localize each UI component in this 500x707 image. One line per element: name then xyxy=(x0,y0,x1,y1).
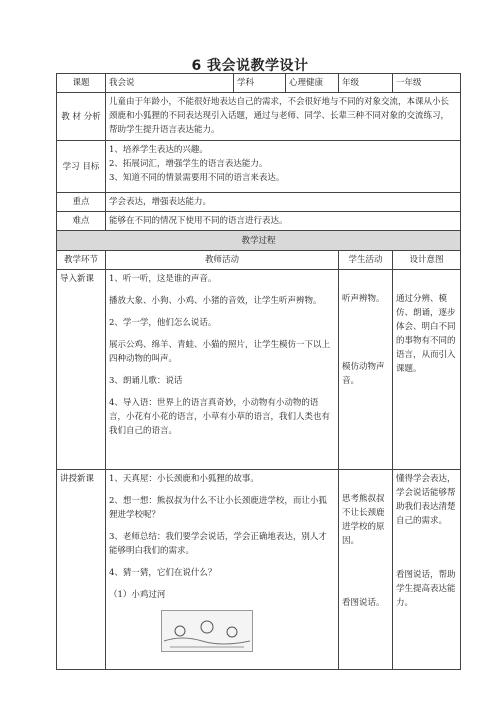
grade-label: 年级 xyxy=(339,74,393,93)
teacher-step: 展示公鸡、绵羊、青蛙、小猫的照片，让学生模仿一下以上四种动物的叫声。 xyxy=(109,340,331,364)
teacher-step: 2、学一学，他们怎么说话。 xyxy=(109,318,217,328)
goal-item: 1、培养学生表达的兴趣。 xyxy=(109,145,208,155)
teacher-step: 播放大象、小狗、小鸡、小猪的音效，让学生听声辨物。 xyxy=(109,296,322,306)
topic-label: 课题 xyxy=(57,74,106,93)
student-activity xyxy=(339,470,393,670)
goals-row xyxy=(57,141,461,193)
stage-name: 讲授新课 xyxy=(57,470,106,670)
column-header: 教学环节 xyxy=(57,251,106,270)
student-activity xyxy=(339,270,393,470)
lesson-plan-table xyxy=(56,73,461,670)
illustration-graphic xyxy=(162,611,252,651)
column-header: 设计意图 xyxy=(393,251,461,270)
difficulty-label: 难点 xyxy=(57,212,106,231)
key-row xyxy=(57,193,461,212)
key-text: 学会表达，增强表达能力。 xyxy=(106,193,461,212)
student-step: 模仿动物声音。 xyxy=(342,362,385,386)
stage-row xyxy=(57,470,461,670)
teacher-step: 3、老师总结：我们要学会说话，学会正确地表达，别人才能够明白我们的需求。 xyxy=(109,532,327,556)
student-step: 听声辨物。 xyxy=(342,294,385,304)
stage-name: 导入新课 xyxy=(57,270,106,470)
teacher-step: 3、朗诵儿歌：说话 xyxy=(109,376,183,386)
goal-item: 2、拓展词汇，增强学生的语言表达能力。 xyxy=(109,159,268,169)
difficulty-text: 能够在不同的情况下使用不同的语言进行表达。 xyxy=(106,212,461,231)
process-header: 教学过程 xyxy=(57,231,461,251)
purpose-text: 通过分辨、模仿、朗诵，逐步体会、明白不同的事物有不同的语言，从而引入课题。 xyxy=(396,294,456,374)
teacher-step: 2、想一想：熊叔叔为什么不让小长颈鹿进学校，而让小狐狸进学校呢？ xyxy=(109,496,327,520)
teacher-step: 1、听一听，这是谁的声音。 xyxy=(109,274,217,284)
purpose-text: 懂得学会表达，学会说话能够帮助我们表达清楚自己的需求。 xyxy=(396,474,456,526)
subject-value: 心理健康 xyxy=(286,74,339,93)
topic-value: 我会说 xyxy=(106,74,234,93)
grade-value: 一年级 xyxy=(393,74,461,93)
design-purpose xyxy=(393,270,461,470)
teacher-activity xyxy=(106,470,339,670)
column-header: 学生活动 xyxy=(339,251,393,270)
design-purpose xyxy=(393,470,461,670)
goals-label: 学习 目标 xyxy=(57,141,106,193)
difficulty-row xyxy=(57,212,461,231)
analysis-label: 教 材 分析 xyxy=(57,93,106,141)
column-header: 教师活动 xyxy=(106,251,339,270)
student-step: 看图说话。 xyxy=(342,598,385,608)
teacher-step: 4、猜一猜，它们在说什么？ xyxy=(109,568,217,578)
analysis-row xyxy=(57,93,461,141)
teacher-step: （1）小鸡过河 xyxy=(109,590,166,600)
info-row xyxy=(57,74,461,93)
page-title: 6 我会说教学设计 xyxy=(191,58,309,74)
process-header-row xyxy=(57,231,461,251)
teacher-step: 4、导入语：世界上的语言真奇妙，小动物有小动物的语言，小花有小花的语言，小草有小草的语言，我们人类也有我们自己的语言。 xyxy=(109,398,331,436)
columns-row xyxy=(57,251,461,270)
purpose-text: 看图说话，帮助学生提高表达能力。 xyxy=(396,570,456,608)
subject-label: 学科 xyxy=(234,74,286,93)
key-label: 重点 xyxy=(57,193,106,212)
stage-row xyxy=(57,270,461,470)
student-step: 思考熊叔叔不让长颈鹿进学校的原因。 xyxy=(342,494,385,546)
chick-crossing-river-illustration xyxy=(161,610,253,652)
goals-list xyxy=(106,141,461,193)
goal-item: 3、知道不同的情景需要用不同的语言来表达。 xyxy=(109,173,285,183)
teacher-activity xyxy=(106,270,339,470)
teacher-step: 1、天真屋：小长颈鹿和小狐狸的故事。 xyxy=(109,474,259,484)
analysis-text: 儿童由于年龄小，不能很好地表达自己的需求，不会很好地与不同的对象交流，本课从小长颈鹿和小狐狸的不同表达现引入话题，通过与老师、同学、长辈三种不同对象的交流练习，帮助学生提升语言表达能力。 xyxy=(106,93,461,141)
